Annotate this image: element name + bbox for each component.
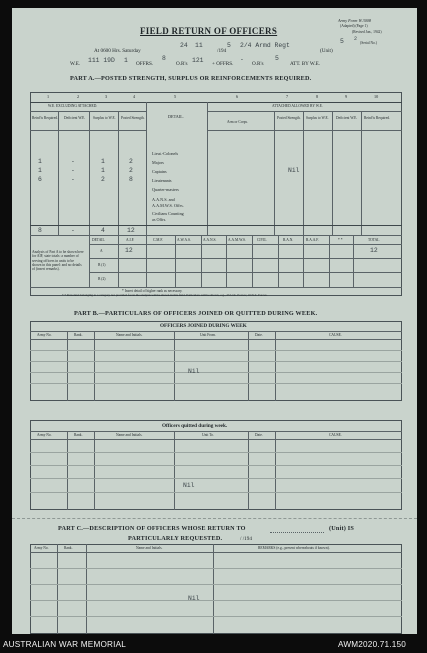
- detail-civilians: Civilians Counting: [152, 211, 184, 216]
- typed-ors2: 5: [275, 55, 279, 62]
- header-arm-corps: Arm or Corps.: [227, 120, 248, 124]
- row2-posted: 2: [129, 167, 133, 174]
- typed-offrs: 1: [124, 57, 128, 64]
- quitted-col-name: Name and Initials.: [116, 433, 143, 437]
- note-1: * Insert detail of higher rank as necessary.: [122, 289, 183, 293]
- we-label: W.E.: [70, 61, 81, 67]
- at-label: At 0600 Hrs. Saturday: [94, 48, 141, 54]
- offrs-label: OFFRS.: [136, 61, 154, 67]
- col-number-6: 6: [236, 94, 239, 99]
- attached-allowed-label: ATTACHED ALLOWED BY W.E.: [272, 104, 323, 108]
- joined-nil: Nil: [188, 368, 200, 375]
- header-reinf-required: Reinf'ts Required.: [32, 116, 58, 120]
- typed-plus-offrs: -: [240, 56, 244, 63]
- total-surplus: 4: [101, 227, 105, 234]
- row3-posted: 8: [129, 176, 133, 183]
- col-number-4: 4: [133, 94, 136, 99]
- quitted-col-cause: CAUSE.: [329, 433, 342, 437]
- revised-note: (Revised Jan., 1942): [352, 30, 382, 34]
- row2-surplus: 1: [101, 167, 105, 174]
- row2-reinf: 1: [38, 167, 42, 174]
- footer-accession-number: AWM2020.71.150: [338, 640, 407, 649]
- quitted-col-date: Date.: [255, 433, 263, 437]
- part-c-nil: Nil: [188, 595, 200, 602]
- header-deficient: Deficient W.E.: [64, 116, 86, 120]
- col-number-1: 1: [47, 94, 50, 99]
- header-att-deficient: Deficient W.E.: [336, 116, 358, 120]
- typed-month: 11: [195, 42, 203, 49]
- part-a-table: [30, 92, 402, 296]
- bd-aamws: A.A.M.W.S.: [228, 238, 246, 242]
- typed-we: 111 19D: [88, 57, 115, 64]
- detail-quartermasters: Quarter-masters: [152, 187, 179, 192]
- part-c-col-army-no: Army No.: [34, 546, 49, 550]
- bd-row-a: A: [100, 249, 103, 253]
- bd-aif: A.I.F.: [126, 238, 135, 242]
- joined-col-army-no: Army No.: [37, 333, 52, 337]
- joined-col-name: Name and Initials.: [116, 333, 143, 337]
- col-number-8: 8: [316, 94, 319, 99]
- typed-ors-number: 121: [192, 57, 204, 64]
- part-c-col-name: Name and Initials.: [136, 546, 163, 550]
- bd-row-b2: B (2): [98, 277, 106, 281]
- detail-aans: A.A.N.S. and: [152, 197, 175, 202]
- attached-nil: Nil: [288, 167, 300, 174]
- header-att-reinf: Reinf'ts Required.: [364, 116, 390, 120]
- joined-col-cause: CAUSE.: [329, 333, 342, 337]
- joined-col-unit-from: Unit From.: [200, 333, 216, 337]
- total-posted: 12: [127, 227, 135, 234]
- row1-deficient: -: [71, 158, 75, 165]
- typed-year: 5: [227, 42, 231, 49]
- total-deficient: -: [71, 227, 75, 234]
- bd-total: TOTAL: [368, 238, 380, 242]
- detail-aamws: A.A.M.W.S. Offrs.: [152, 203, 184, 208]
- army-form-number: Army Form W.3008: [338, 18, 371, 23]
- quitted-nil: Nil: [183, 482, 195, 489]
- bd-ran: R.A.N.: [283, 238, 294, 242]
- col-number-5: 5: [174, 94, 177, 99]
- joined-title: OFFICERS JOINED DURING WEEK: [160, 323, 247, 329]
- ors2-label: O.R's: [252, 61, 264, 67]
- bd-total-value: 12: [370, 247, 378, 254]
- col-number-3: 3: [105, 94, 108, 99]
- bd-aans: A.A.N.S.: [203, 238, 217, 242]
- year-label: /194: [217, 48, 227, 54]
- typed-day: 24: [180, 42, 188, 49]
- bd-aif-value: 12: [125, 247, 133, 254]
- row3-surplus: 2: [101, 176, 105, 183]
- row3-deficient: -: [71, 176, 75, 183]
- col-number-2: 2: [77, 94, 80, 99]
- unit-label: (Unit): [320, 48, 333, 54]
- detail-lt-colonels: Lieut.-Colonels: [152, 151, 179, 156]
- part-a-heading: PART A.—POSTED STRENGTH, SURPLUS OR REINFORCEMENTS REQUIRED.: [70, 75, 312, 82]
- detail-majors: Majors: [152, 160, 164, 165]
- bd-awas: A.W.A.S.: [177, 238, 191, 242]
- part-c-col-remarks: REMARKS (e.g., present whereabouts if known).: [258, 546, 330, 550]
- col-number-10: 10: [374, 94, 379, 99]
- quitted-col-rank: Rank.: [74, 433, 83, 437]
- part-c-requested: PARTICULARLY REQUESTED.: [128, 535, 223, 542]
- quitted-col-unit-to: Unit To.: [202, 433, 214, 437]
- bd-raaf: R.A.A.F.: [306, 238, 319, 242]
- part-c-heading: PART C.—DESCRIPTION OF OFFICERS WHOSE RETURN TO: [58, 525, 246, 532]
- row1-surplus: 1: [101, 158, 105, 165]
- form-title: FIELD RETURN OF OFFICERS: [140, 26, 278, 36]
- detail-as-offrs: as Offrs.: [152, 217, 167, 222]
- plus-offrs-label: + OFFRS.: [212, 61, 234, 67]
- note-2: * * Personnel belonging to a category not provided for in the analysis will be shown in this field. Particulars will be shown, e.g., 25 U.K. Forces; 10 N.Z. Forces.: [62, 293, 268, 297]
- header-detail: DETAIL.: [168, 114, 184, 119]
- header-posted-strength: Posted Strength.: [121, 116, 145, 120]
- col-number-7: 7: [286, 94, 289, 99]
- bd-other: * *: [338, 238, 343, 242]
- detail-captains: Captains: [152, 169, 167, 174]
- part-c-date: / /194: [240, 536, 252, 542]
- typed-serial-suffix: 2: [354, 36, 358, 42]
- serial-label: (Serial No.): [360, 41, 377, 45]
- part-c-col-rank: Rank.: [64, 546, 73, 550]
- header-att-surplus: Surplus to W.E.: [306, 116, 329, 120]
- joined-col-rank: Rank.: [74, 333, 83, 337]
- ors-label: O.R's: [176, 61, 188, 67]
- total-reinf: 8: [38, 227, 42, 234]
- bd-detail: DETAIL: [92, 238, 105, 242]
- row3-reinf: 6: [38, 176, 42, 183]
- header-att-posted: Posted Strength.: [277, 116, 301, 120]
- bd-row-b1: B (1): [98, 263, 106, 267]
- bd-civil: CIVIL: [257, 238, 267, 242]
- typed-serial: 5: [340, 38, 344, 45]
- detail-lieutenants: Lieutenants: [152, 178, 172, 183]
- footer-institution: AUSTRALIAN WAR MEMORIAL: [3, 640, 127, 649]
- adapted-note: (Adapted) (Page 1): [340, 24, 368, 28]
- col-number-9: 9: [345, 94, 348, 99]
- quitted-title: Officers quitted during week.: [162, 423, 228, 429]
- part-c-unit-is: (Unit) IS: [329, 525, 355, 532]
- header-surplus: Surplus to W.E.: [93, 116, 116, 120]
- att-label: ATT. BY W.E.: [290, 61, 321, 67]
- joined-col-date: Date.: [255, 333, 263, 337]
- bd-cmf: C.M.F.: [153, 238, 163, 242]
- typed-unit: 2/4 Armd Regt: [240, 42, 290, 49]
- row2-deficient: -: [71, 167, 75, 174]
- row1-posted: 2: [129, 158, 133, 165]
- row1-reinf: 1: [38, 158, 42, 165]
- document-sheet: [12, 8, 417, 634]
- part-b-heading: PART B.—PARTICULARS OF OFFICERS JOINED OR QUITTED DURING WEEK.: [74, 310, 318, 317]
- we-excluding-label: W.E. EXCLUDING ATTACHED.: [48, 104, 98, 108]
- breakdown-note: Analysis of Part A to be shown here for AIF, state totals: a number of serving officers in units to be shown in this panel: and no details of (insert remarks).: [32, 250, 84, 272]
- quitted-col-army-no: Army No.: [37, 433, 52, 437]
- typed-ors: 8: [162, 55, 166, 62]
